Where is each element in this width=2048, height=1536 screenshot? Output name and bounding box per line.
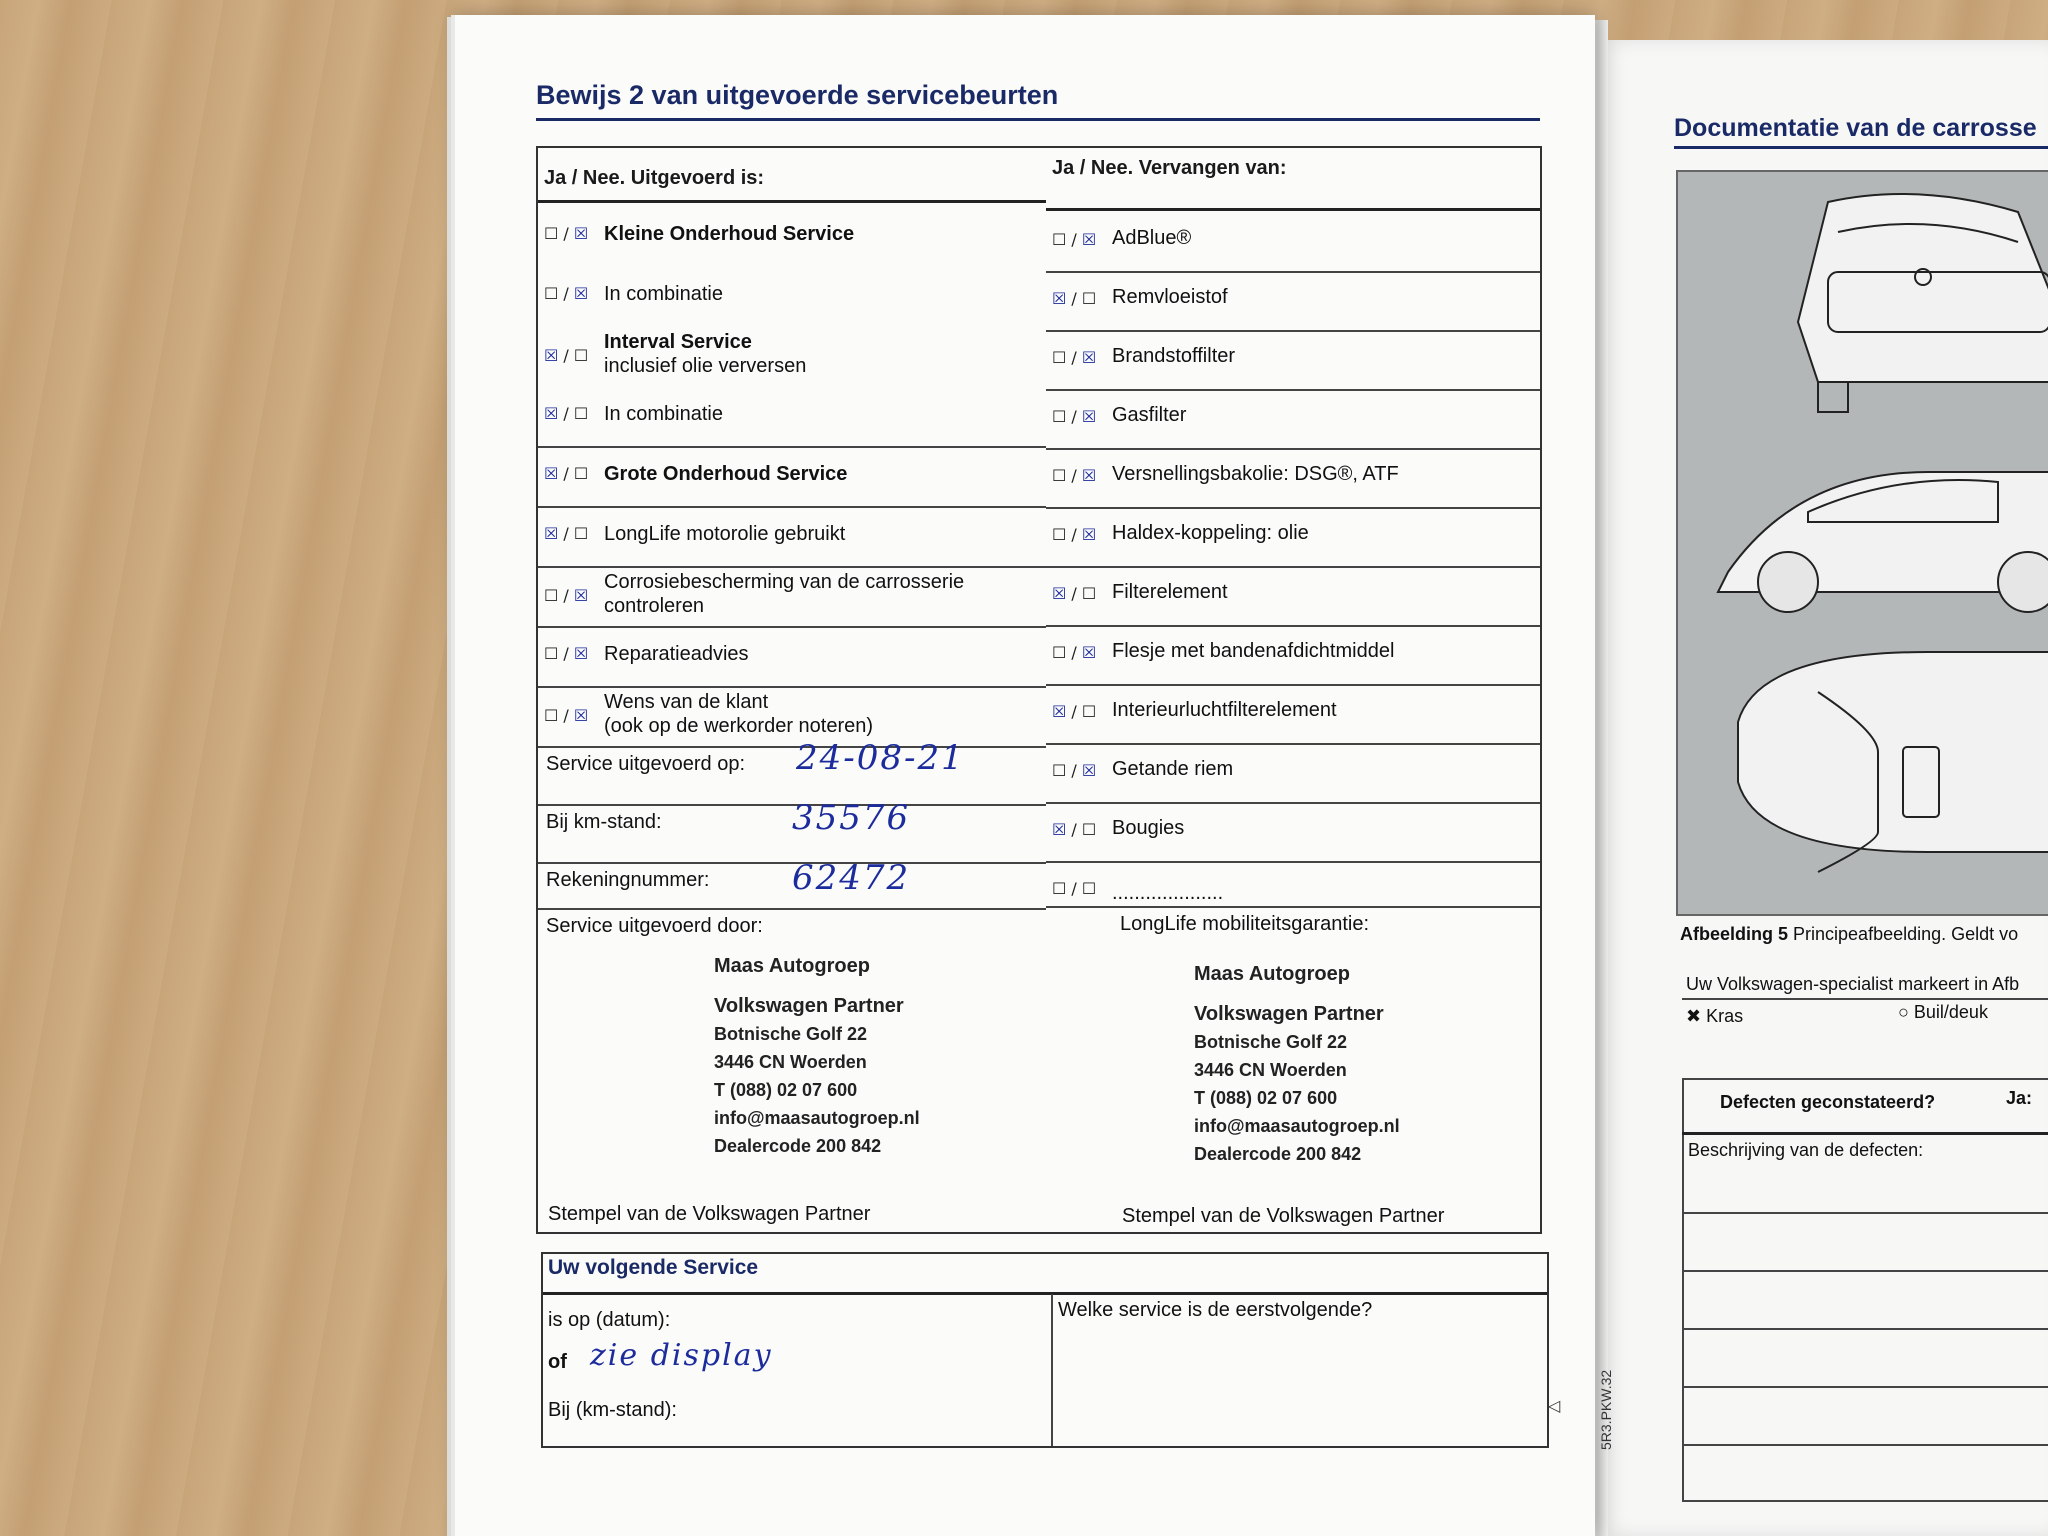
divider [1046, 271, 1540, 273]
km-label: Bij km-stand: [546, 811, 662, 833]
stamp-city: 3446 CN Woerden [1194, 1060, 1347, 1080]
row-label: Remvloeistof [1112, 286, 1228, 308]
dealer-stamp-left [714, 952, 920, 1160]
stamp-caption-left: Stempel van de Volkswagen Partner [548, 1203, 871, 1225]
ja-nee-checkbox[interactable]: ☒ / ☐ [1052, 584, 1097, 603]
divider [1046, 684, 1540, 686]
invoice-label: Rekeningnummer: [546, 869, 710, 891]
stamp-email: info@maasautogroep.nl [1194, 1116, 1400, 1136]
checklist-row [538, 266, 1048, 326]
stamp-phone: T (088) 02 07 600 [714, 1080, 858, 1100]
ja-nee-checkbox[interactable]: ☐ / ☒ [1052, 643, 1097, 662]
right-column-header: Ja / Nee. Vervangen van: [1052, 157, 1287, 179]
rule [1682, 1270, 2048, 1272]
divider [538, 908, 1048, 910]
service-date-handwritten: 24-08-21 [796, 738, 965, 778]
replacement-row [1046, 743, 1540, 802]
checklist-row [538, 446, 1048, 506]
divider [538, 686, 1048, 688]
kras-label: Kras [1706, 1006, 1744, 1026]
circle-icon: ○ [1898, 1002, 1909, 1022]
rule [1682, 1328, 2048, 1330]
row-label: Filterelement [1112, 581, 1228, 603]
stamp-city: 3446 CN Woerden [714, 1052, 867, 1072]
row-label: Reparatieadvies [604, 643, 749, 665]
divider [1046, 389, 1540, 391]
row-label: .................... [1112, 882, 1224, 904]
checklist-row [538, 506, 1048, 566]
stamp-name: Maas Autogroep [1194, 963, 1350, 985]
divider [1046, 625, 1540, 627]
defects-question: Defecten geconstateerd? [1720, 1092, 1936, 1112]
ja-nee-checkbox[interactable]: ☐ / ☒ [1052, 761, 1097, 780]
checklist-row [538, 626, 1048, 686]
row-label: Grote Onderhoud Service [604, 463, 848, 485]
row-label: In combinatie [604, 403, 723, 425]
ja-nee-checkbox[interactable]: ☒ / ☐ [544, 464, 589, 483]
row-label: In combinatie [604, 283, 723, 305]
row-label: Haldex-koppeling: olie [1112, 522, 1309, 544]
divider [1046, 330, 1540, 332]
row-label-secondary: inclusief olie verversen [604, 355, 807, 377]
divider [1046, 743, 1540, 745]
ja-nee-checkbox[interactable]: ☐ / ☒ [1052, 525, 1097, 544]
marks-instruction: Uw Volkswagen-specialist markeert in Afb [1686, 974, 2020, 994]
rule [1682, 998, 2048, 1000]
stamp-partner: Volkswagen Partner [714, 995, 904, 1017]
replacement-row [1046, 625, 1540, 684]
ja-nee-checkbox[interactable]: ☐ / ☒ [1052, 348, 1097, 367]
next-km-label: Bij (km-stand): [548, 1399, 677, 1421]
next-service-title: Uw volgende Service [548, 1256, 759, 1279]
car-outline-illustration [1678, 172, 2048, 914]
ja-nee-checkbox[interactable]: ☐ / ☒ [544, 284, 589, 303]
page-title: Bewijs 2 van uitgevoerde servicebeurten [536, 80, 1059, 110]
row-label: Getande riem [1112, 758, 1234, 780]
checklist-row [538, 566, 1048, 626]
ja-nee-checkbox[interactable]: ☒ / ☐ [544, 346, 589, 365]
next-or-label: of [548, 1351, 567, 1373]
longlife-label: LongLife mobiliteitsgarantie: [1120, 913, 1370, 935]
stamp-partner: Volkswagen Partner [1194, 1003, 1384, 1025]
dealer-stamp-right [1194, 960, 1400, 1168]
stamp-dealercode: Dealercode 200 842 [1194, 1144, 1362, 1164]
row-label: Interval Service [604, 331, 752, 353]
replacement-row [1046, 212, 1540, 271]
next-handwritten: zie display [590, 1338, 773, 1373]
ja-nee-checkbox[interactable]: ☐ / ☒ [544, 586, 589, 605]
divider [1046, 448, 1540, 450]
replacement-row [1046, 684, 1540, 743]
ja-nee-checkbox[interactable]: ☒ / ☐ [1052, 702, 1097, 721]
row-label: Gasfilter [1112, 404, 1187, 426]
next-date-label: is op (datum): [548, 1309, 671, 1331]
divider [538, 506, 1048, 508]
ja-nee-checkbox[interactable]: ☒ / ☐ [1052, 289, 1097, 308]
checklist-row [538, 206, 1048, 266]
row-label: Wens van de klant [604, 691, 769, 713]
rule [1682, 1444, 2048, 1446]
figure-caption-text: Principeafbeelding. Geldt vo [1793, 924, 2019, 944]
ja-nee-checkbox[interactable]: ☐ / ☐ [1052, 879, 1097, 898]
ja-nee-checkbox[interactable]: ☐ / ☒ [544, 706, 589, 725]
row-label-secondary: (ook op de werkorder noteren) [604, 715, 874, 737]
car-diagram [1676, 170, 2048, 916]
ja-nee-checkbox[interactable]: ☒ / ☐ [544, 404, 589, 423]
right-page-title: Documentatie van de carrosse [1674, 114, 2037, 142]
page-turn-icon: ◁ [1548, 1398, 1561, 1415]
divider [1046, 566, 1540, 568]
row-label: Versnellingsbakolie: DSG®, ATF [1112, 463, 1399, 485]
rule [1682, 1386, 2048, 1388]
checklist-row [538, 386, 1048, 446]
stamp-name: Maas Autogroep [714, 955, 870, 977]
defects-description-label: Beschrijving van de defecten: [1688, 1140, 1924, 1160]
ja-nee-checkbox[interactable]: ☐ / ☒ [1052, 466, 1097, 485]
kras-legend [1686, 1006, 1743, 1027]
divider [1046, 208, 1540, 211]
stamp-phone: T (088) 02 07 600 [1194, 1088, 1338, 1108]
replacement-row [1046, 802, 1540, 861]
left-column-header: Ja / Nee. Uitgevoerd is: [544, 167, 765, 189]
divider [1046, 861, 1540, 863]
divider [1046, 507, 1540, 509]
row-label-secondary: controleren [604, 595, 705, 617]
ja-nee-checkbox[interactable]: ☒ / ☐ [1052, 820, 1097, 839]
rule [1682, 1212, 2048, 1214]
replacement-row [1046, 566, 1540, 625]
title-rule [536, 118, 1540, 121]
row-label: Brandstoffilter [1112, 345, 1236, 367]
stamp-dealercode: Dealercode 200 842 [714, 1136, 882, 1156]
checklist-row [538, 326, 1048, 386]
ja-nee-checkbox[interactable]: ☐ / ☒ [1052, 407, 1097, 426]
buil-legend [1898, 1002, 1988, 1023]
replacement-row [1046, 271, 1540, 330]
row-label: AdBlue® [1112, 227, 1192, 249]
stamp-street: Botnische Golf 22 [714, 1024, 868, 1044]
divider [538, 566, 1048, 568]
stamp-street: Botnische Golf 22 [1194, 1032, 1348, 1052]
right-title-rule [1674, 146, 2048, 149]
performed-by-label: Service uitgevoerd door: [546, 915, 763, 937]
stamp-caption-right: Stempel van de Volkswagen Partner [1122, 1205, 1445, 1227]
divider [1046, 906, 1540, 908]
figure-caption [1680, 924, 2018, 945]
defects-ja: Ja: [2006, 1088, 2033, 1108]
ja-nee-checkbox[interactable]: ☐ / ☒ [544, 224, 589, 243]
figure-caption-bold: Afbeelding 5 [1680, 924, 1789, 944]
row-label: Flesje met bandenafdichtmiddel [1112, 640, 1395, 662]
document-code: 5R3.PKW.32 [1598, 1369, 1614, 1450]
stamp-email: info@maasautogroep.nl [714, 1108, 920, 1128]
divider [1046, 802, 1540, 804]
divider [538, 446, 1048, 448]
divider [538, 200, 1048, 203]
ja-nee-checkbox[interactable]: ☐ / ☒ [544, 644, 589, 663]
row-label: Kleine Onderhoud Service [604, 223, 855, 245]
replacement-row [1046, 448, 1540, 507]
rule [1682, 1132, 2048, 1135]
replacement-row [1046, 507, 1540, 566]
ja-nee-checkbox[interactable]: ☒ / ☐ [544, 524, 589, 543]
divider [538, 746, 1048, 748]
replacement-row [1046, 330, 1540, 389]
service-date-label: Service uitgevoerd op: [546, 753, 746, 775]
invoice-handwritten: 62472 [792, 858, 911, 898]
divider [538, 626, 1048, 628]
ja-nee-checkbox[interactable]: ☐ / ☒ [1052, 230, 1097, 249]
buil-label: Buil/deuk [1913, 1002, 1988, 1022]
row-label: Bougies [1112, 817, 1185, 839]
km-handwritten: 35576 [792, 798, 911, 838]
replacement-row [1046, 389, 1540, 448]
next-which-label: Welke service is de eerstvolgende? [1058, 1299, 1373, 1321]
row-label: Interieurluchtfilterelement [1112, 699, 1337, 721]
row-label: LongLife motorolie gebruikt [604, 523, 846, 545]
checklist-row [538, 686, 1048, 746]
row-label: Corrosiebescherming van de carrosserie [604, 571, 965, 593]
cross-icon: ✖ [1686, 1006, 1702, 1026]
